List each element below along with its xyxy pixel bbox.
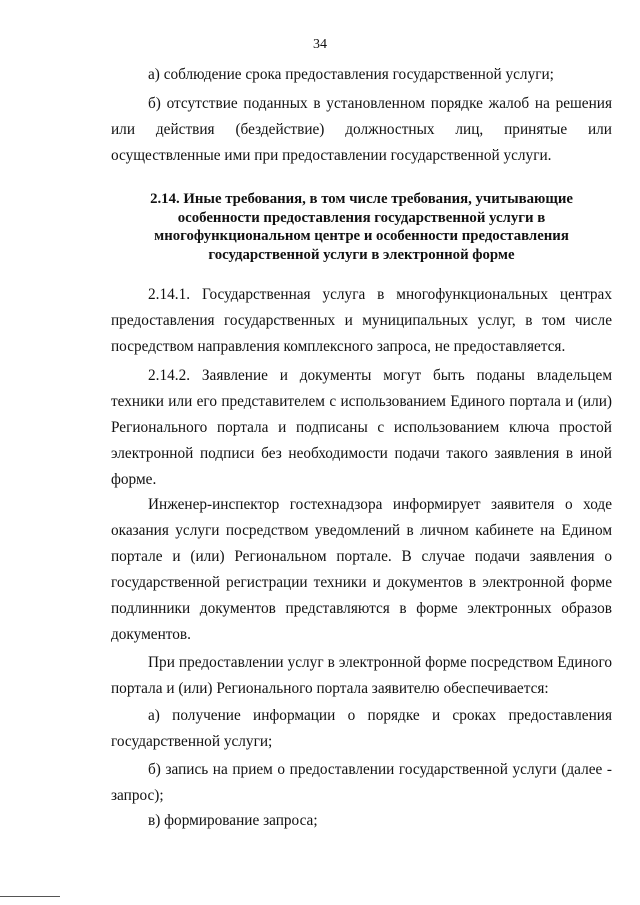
list-item-b: б) запись на прием о предоставлении государственной услуги (далее - запрос); [111, 761, 612, 804]
list-item-a: а) получение информации о порядке и сроках предоставления государственной услуги; [111, 707, 612, 750]
list-item-v: в) формирование запроса; [148, 812, 318, 829]
footer-rule [0, 896, 60, 897]
paragraph-b-line-2: или действия (бездействие) должностных лиц, принятые или [111, 121, 612, 138]
paragraph-a-deadline: а) соблюдение срока предоставления государственной услуги; [148, 66, 554, 83]
paragraph-b-line-3: осуществленные ими при предоставлении государственной услуги. [111, 147, 552, 164]
paragraph-inspector-info: Инженер-инспектор гостехнадзора информирует заявителя о ходе оказания услуги посредством уведомлений в личном кабинете на Едином портале и (или) Региональном портале. В случае подачи заявления о государственной регистрации техники и документов в электронной форме подлинники документов представляются в форме электронных образов документов. [111, 496, 612, 643]
paragraph-b-line-1: б) отсутствие поданных в установленном порядке жалоб на решения [148, 95, 612, 112]
page-number: 34 [313, 37, 327, 52]
paragraph-2-14-1: 2.14.1. Государственная услуга в многофункциональных центрах предоставления государственных и муниципальных услуг, в том числе посредством направления комплексного запроса, не предоставляется. [111, 286, 612, 355]
paragraph-2-14-2: 2.14.2. Заявление и документы могут быть поданы владельцем техники или его представителем с использованием Единого портала и (или) Регионального портала и подписаны с использованием ключа простой электронной подписи без необходимости подачи такого заявления в иной форме. [111, 367, 612, 488]
section-heading: 2.14. Иные требования, в том числе требования, учитывающие особенности предоставления государственной услуги в многофункциональном центре и особенности предоставления государственной услуги в электронной форме [150, 191, 573, 263]
paragraph-electronic-services: При предоставлении услуг в электронной форме посредством Единого портала и (или) Регионального портала заявителю обеспечивается: [111, 654, 612, 697]
